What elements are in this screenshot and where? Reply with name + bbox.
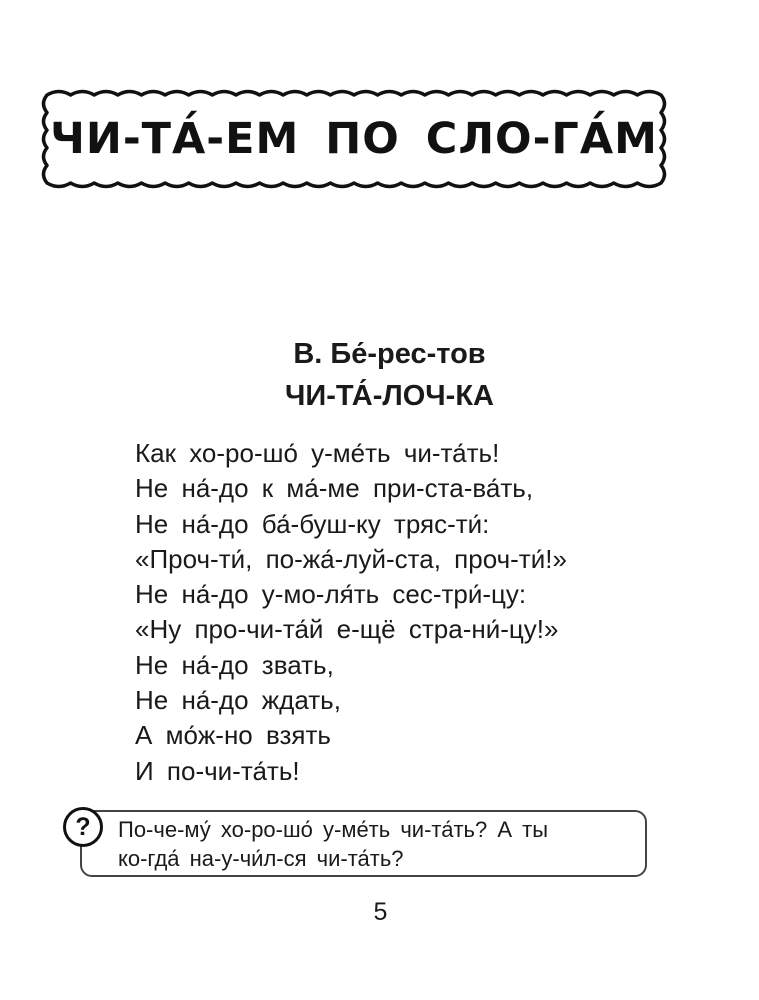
question-text: [118, 815, 643, 873]
section-title: ЧИ-ТА́-ЕМ ПО СЛО-ГА́М: [50, 114, 658, 164]
poem-line: Не на́-до звать,: [135, 649, 334, 680]
poem-line: «Ну про-чи-та́й е-щё стра-ни́-цу!»: [135, 614, 559, 645]
poem-line: Не на́-до к ма́-ме при-ста-ва́ть,: [135, 473, 534, 504]
poem-text: [135, 436, 735, 789]
poem-line: Не на́-до у-мо-ля́ть сес-три́-цу:: [135, 579, 527, 610]
poem-line: А мо́ж-но взять: [135, 720, 331, 751]
question-line: ко-гда́ на-у-чи́л-ся чи-та́ть?: [118, 846, 404, 871]
poem-title: ЧИ-ТА́-ЛОЧ-КА: [285, 380, 494, 412]
poem-line: И по-чи-та́ть!: [135, 755, 300, 786]
poem-line: Не на́-до ждать,: [135, 685, 341, 716]
poem-line: «Проч-ти́, по-жа́-луй-ста, проч-ти́!»: [135, 543, 567, 574]
poem-line: Как хо-ро-шо́ у-ме́ть чи-та́ть!: [135, 438, 500, 468]
poem-author: В. Бе́-рес-тов: [293, 338, 486, 370]
title-banner: [38, 86, 670, 192]
question-line: По-че-му́ хо-ро-шо́ у-ме́ть чи-та́ть? А ты: [118, 817, 549, 842]
page-number: 5: [373, 898, 388, 926]
question-mark-icon: [63, 807, 103, 847]
question-mark-symbol: ?: [75, 812, 91, 841]
poem-line: Не на́-до ба́-буш-ку тряс-ти́:: [135, 508, 490, 539]
